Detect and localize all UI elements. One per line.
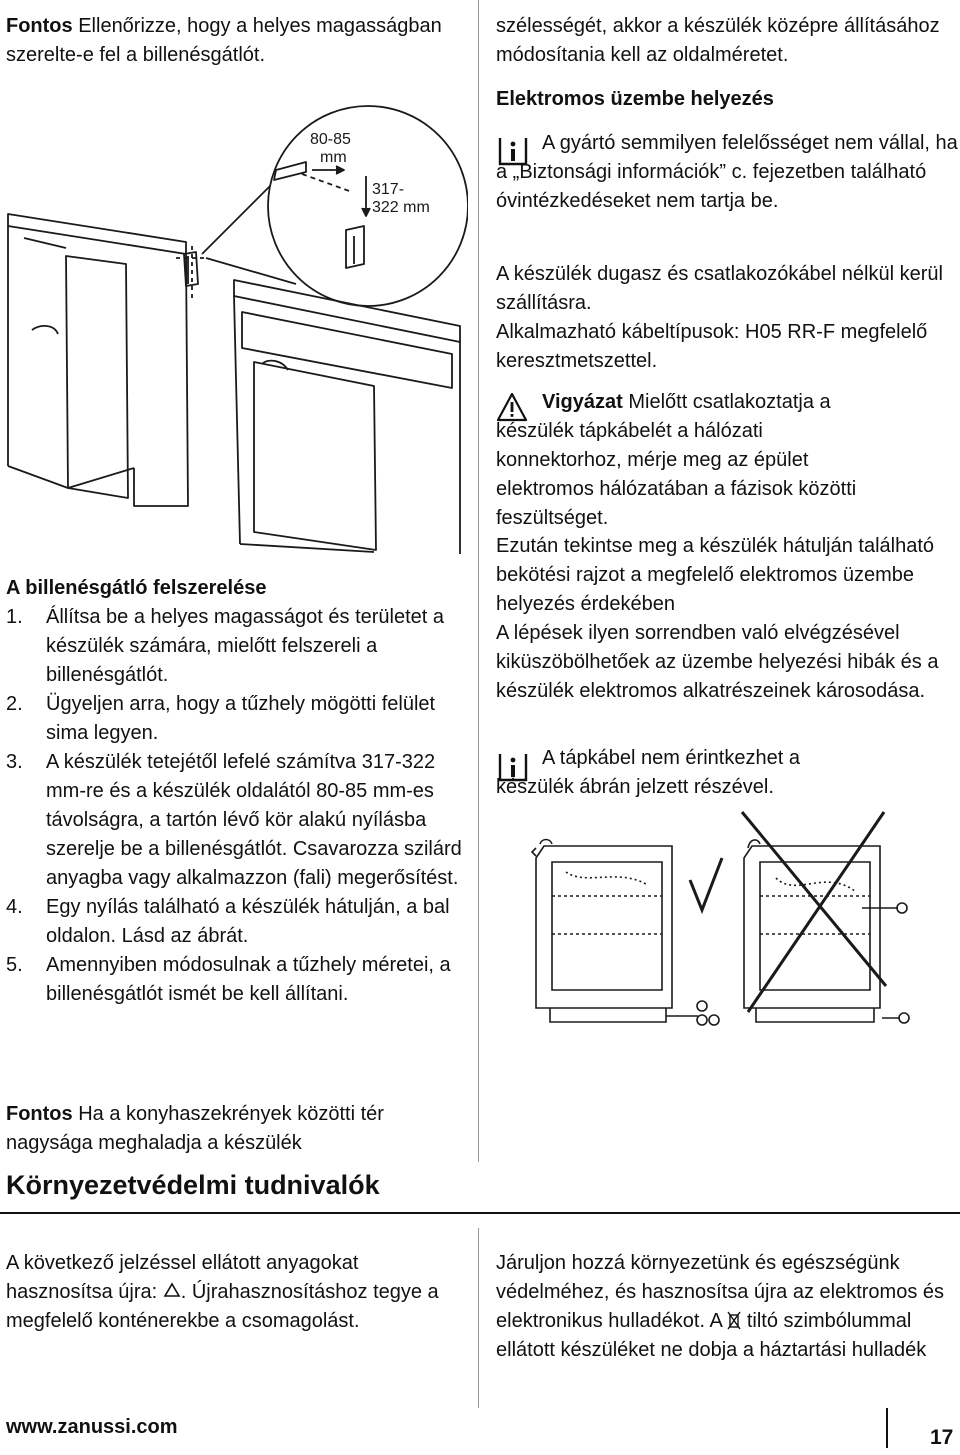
steps-list [6, 603, 462, 1009]
top-note [6, 12, 462, 70]
footer-divider [886, 1408, 888, 1448]
anti-tilt-installation-figure [6, 88, 468, 556]
list-item: 5. Amennyiben módosulnak a tűzhely méretei, a billenésgátlót ismét be kell állítani. [6, 954, 451, 1005]
warning-label: Vigyázat [542, 391, 623, 413]
continued-text: szélességét, akkor a készülék középre állításához módosítania kell az oldalméretet. [496, 15, 940, 66]
column-divider [478, 1228, 479, 1408]
figure-label-mm: mm [320, 149, 347, 166]
warning-text: Mielőtt csatlakoztatja a készülék tápkábelét a hálózati konnektorhoz, mérje meg az épület elektromos hálózatában a fázisok közötti feszültséget. [496, 391, 857, 529]
para-cable: Alkalmazható kábeltípusok: H05 RR-F megfelelő keresztmetszettel. [496, 321, 928, 372]
recycle-icon [163, 1282, 181, 1300]
env-right-text: Járuljon hozzá környezetünk és egészségünk védelméhez, és hasznosítsa újra az elektromos és elektronikus hulladékot. A tiltó szimbólummal ellátott készüléket ne dobja a háztartási hulladék [496, 1252, 944, 1361]
list-item: 4. Egy nyílás található a készülék hátulján, a bal oldalon. Lásd az ábrát. [6, 896, 450, 947]
page-number: 17 [930, 1426, 954, 1449]
list-item: 3. A készülék tetejétől lefelé számítva 317-322 mm-re és a készülék oldalától 80-85 mm-es távolságra, a tartón lévő kör alakú nyílásba szerelje be a billenésgátlót. Csavarozza szilárd anyagba vagy alkalmazzon (fali) megerősítést. [6, 751, 462, 889]
electrical-heading: Elektromos üzembe helyezés [496, 88, 774, 110]
crossed-bin-icon [727, 1310, 741, 1330]
env-heading: Környezetvédelmi tudnivalók [6, 1170, 380, 1200]
note-label: Fontos [6, 1103, 73, 1125]
note-label: Fontos [6, 15, 73, 37]
cable-routing-figure [496, 808, 916, 1040]
env-left-text: A következő jelzéssel ellátott anyagokat hasznosítsa újra: . Újrahasznosításhoz tegye a megfelelő konténerekbe a csomagolást. [6, 1252, 439, 1332]
column-divider [478, 0, 479, 1162]
warning-followup-2: A lépések ilyen sorrendben való elvégzésével kiküszöbölhetőek az üzembe helyezési hibák és a készülék elektromos alkatrészeinek károsodása. [496, 622, 939, 702]
bottom-note [6, 1100, 462, 1158]
warning-note [496, 388, 876, 533]
section-rule [0, 1212, 960, 1214]
figure-label-80-85: 80-85 [310, 131, 351, 148]
note-text: Ellenőrizze, hogy a helyes magasságban szerelte-e fel a billenésgátlót. [6, 15, 442, 66]
note-text: Ha a konyhaszekrények közötti tér nagysága meghaladja a készülék [6, 1103, 384, 1154]
figure-label-317: 317- [372, 181, 405, 198]
info-note-cable: A tápkábel nem érintkezhet a készülék ábrán jelzett részével. [496, 747, 800, 798]
figure-label-322mm: 322 mm [372, 199, 430, 216]
info-note-liability: A gyártó semmilyen felelősséget nem vállal, ha a „Biztonsági információk” c. fejezetben található óvintézkedéseket nem tartja be. [496, 132, 958, 212]
warning-followup: Ezután tekintse meg a készülék hátulján található bekötési rajzot a megfelelő elektromos üzembe helyezés érdekében [496, 535, 935, 615]
list-item: 1. Állítsa be a helyes magasságot és területet a készülék számára, mielőtt felszereli a billenésgátlót. [6, 606, 445, 686]
section-title: A billenésgátló felszerelése [6, 577, 267, 599]
footer-url[interactable]: www.zanussi.com [6, 1416, 178, 1438]
list-item: 2. Ügyeljen arra, hogy a tűzhely mögötti felület sima legyen. [6, 693, 436, 744]
para-plug: A készülék dugasz és csatlakozókábel nélkül kerül szállításra. [496, 263, 943, 314]
